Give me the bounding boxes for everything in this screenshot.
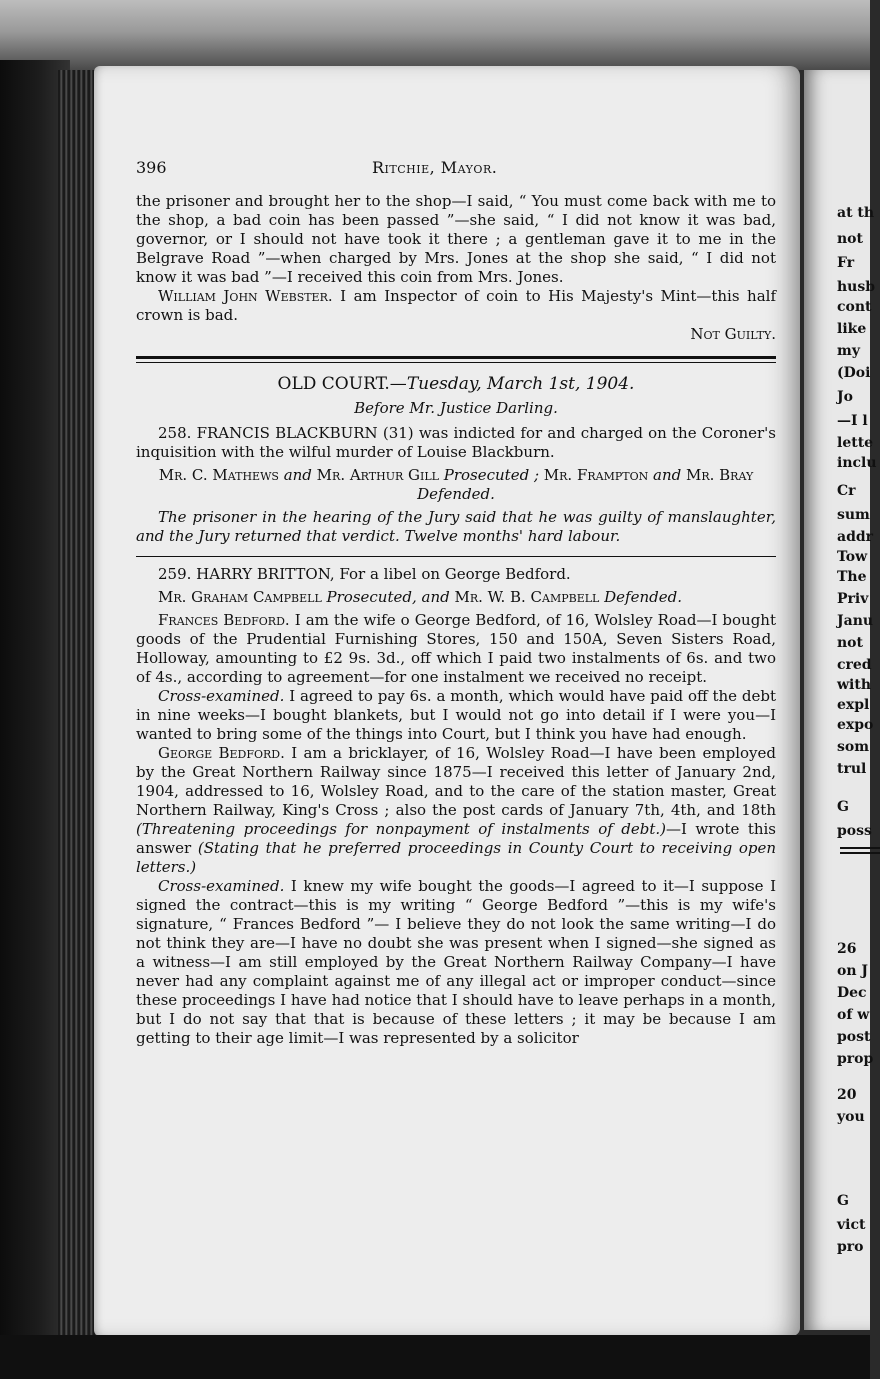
testimony-text: I agreed to pay 6s. a month, which would have paid off the debt in nine weeks—I bought blankets, but I would not go into detail if I were you—I wanted to bring some of the things into Court, but I think you have had enough. <box>136 687 776 743</box>
court-heading <box>136 373 776 395</box>
facing-page-fragment <box>804 70 877 1330</box>
facing-page-fragment-line: expo <box>837 717 874 733</box>
testimony-text: —I wrote this answer <box>136 820 777 857</box>
counsel-joiner: and <box>278 466 317 484</box>
facing-page-fragment-line: with <box>837 677 872 693</box>
facing-page-fragment-line: G <box>837 1193 849 1209</box>
counsel-name: Mr. Graham Campbell <box>158 588 322 606</box>
facing-page-fragment-line: not <box>837 635 863 651</box>
counsel-name: Mr. W. B. Campbell <box>454 588 600 606</box>
facing-page-fragment-line: sum <box>837 507 870 523</box>
facing-page-rule <box>840 847 880 849</box>
page-edges <box>58 70 98 1360</box>
frances-cross-examination <box>136 687 776 744</box>
facing-page-fragment-line: 20 <box>837 1087 857 1103</box>
facing-page-fragment-line: The <box>837 569 867 585</box>
facing-page-fragment-line: cont <box>837 299 872 315</box>
testimony-text: I knew my wife bought the goods—I agreed to it—I suppose I signed the contract—this is my writing “ George Bedford ”—this is my wife's signature, “ Frances Bedford ”— I believe they do not look the same writing—I do not think they are—I have no doubt she was present when I signed—she signed as a witness—I am still employed by the Great Northern Railway Company—I have never had any complaint against me of any illegal act or improper conduct—since these proceedings I have had notice that I should have to leave perhaps in a month, but I do not say that that is because of these letters ; it may be because I am getting to their age limit—I was represented by a solicitor <box>136 877 776 1047</box>
webster-testimony <box>136 287 776 325</box>
book-page <box>94 66 800 1336</box>
witness-name: William John Webster. <box>158 287 333 305</box>
editorial-note: (Threatening proceedings for nonpayment of instalments of debt.) <box>136 820 666 838</box>
counsel-name: Mr. C. Mathews <box>158 466 279 484</box>
witness-name: George Bedford. <box>158 744 285 762</box>
counsel-role: Prosecuted, and <box>321 588 455 606</box>
running-title: Ritchie, Mayor. <box>372 158 498 177</box>
verdict: Not Guilty. <box>690 325 776 343</box>
facing-page-fragment-line: like <box>837 321 867 337</box>
testimony-text: I am the wife o George Bedford, of 16, Wolsley Road—I bought goods of the Prudential Furnishing Stores, 150 and 150A, Seven Sisters Road, Holloway, amounting to £2 9s. 3d., off which I paid two instalments of 6s. and two of 4s., according to agreement—for one instalment we received no receipt. <box>136 611 777 686</box>
section-divider <box>136 556 776 557</box>
facing-page-fragment-line: not <box>837 231 863 247</box>
facing-page-fragment-line: G <box>837 799 849 815</box>
george-testimony <box>136 744 776 877</box>
facing-page-fragment-line: at th <box>837 205 875 221</box>
facing-page-fragment-line: trul <box>837 761 867 777</box>
testimony-text: I am a bricklayer, of 16, Wolsley Road—I have been employed by the Great Northern Railway since 1875—I received this letter of January 2nd, 1904, addressed to 16, Wolsley Road, and to the care of the station master, Great Northern Railway, King's Cross ; also the post cards of January 7th, 4th, and 18th <box>136 744 776 819</box>
facing-page-fragment-line: (Doi <box>837 365 871 381</box>
editorial-note: (Stating that he preferred proceedings in County Court to receiving open letters.) <box>136 839 776 876</box>
paragraph: the prisoner and brought her to the shop—I said, “ You must come back with me to the shop, a bad coin has been passed ”—she said, “ I did not know it was bad, governor, or I should not have took it there ; a gentleman gave it to me in the Belgrave Road ”—when charged by Mrs. Jones at the shop she said, “ I did not know it was bad ”—I received this coin from Mrs. Jones. <box>136 192 776 286</box>
facing-page-fragment-line: Jo <box>837 389 853 405</box>
facing-page-fragment-line: you <box>837 1109 865 1125</box>
scan-top-margin <box>0 0 870 70</box>
frances-testimony <box>136 611 776 687</box>
facing-page-fragment-line: 26 <box>837 941 857 957</box>
facing-page-fragment-line: my <box>837 343 860 359</box>
judge-line: Before Mr. Justice Darling. <box>354 399 558 417</box>
facing-page-fragment-line: Cr <box>837 483 856 499</box>
facing-page-fragment-line: poss <box>837 823 872 839</box>
facing-page-fragment-line: cred <box>837 657 872 673</box>
counsel-name: Mr. Bray <box>685 466 754 484</box>
cross-examined-label: Cross-examined. <box>158 877 285 895</box>
witness-name: Frances Bedford. <box>158 611 290 629</box>
court-date: Tuesday, March 1st, 1904. <box>406 374 635 394</box>
scan-bottom-margin <box>0 1335 870 1379</box>
facing-page-fragment-line: prop <box>837 1051 874 1067</box>
testimony-text: I am Inspector of coin to His Majesty's Mint—this half crown is bad. <box>136 287 776 324</box>
facing-page-fragment-line: Janu <box>837 613 874 629</box>
section-divider <box>136 356 776 363</box>
verdict-line <box>136 325 776 344</box>
facing-page-fragment-line: pro <box>837 1239 864 1255</box>
facing-page-fragment-line: Priv <box>837 591 869 607</box>
counsel-joiner: and <box>648 466 686 484</box>
running-head <box>136 158 776 182</box>
facing-page-fragment-line: expl <box>837 697 870 713</box>
facing-page-fragment-line: on J <box>837 963 869 979</box>
counsel-role: Defended. <box>417 485 495 503</box>
case-258-heading: 258. FRANCIS BLACKBURN (31) was indicted for and charged on the Coroner's inquisition with the wilful murder of Louise Blackburn. <box>136 424 776 461</box>
george-cross-examination <box>136 877 776 1048</box>
facing-page-fragment-line: husb <box>837 279 876 295</box>
counsel-role: Defended. <box>599 588 682 606</box>
facing-page-fragment-line: addr <box>837 529 874 545</box>
counsel-name: Mr. Frampton <box>543 466 649 484</box>
page-number: 396 <box>136 158 167 177</box>
case-259-counsel <box>136 588 776 607</box>
facing-page-fragment-line: of w <box>837 1007 870 1023</box>
facing-page-fragment-line: som <box>837 739 870 755</box>
case-259-heading: 259. HARRY BRITTON, For a libel on George Bedford. <box>158 565 571 583</box>
counsel-name: Mr. Arthur Gill <box>316 466 439 484</box>
facing-page-fragment-line: Fr <box>837 255 855 271</box>
case-258-outcome: The prisoner in the hearing of the Jury said that he was guilty of manslaughter, and the Jury returned that verdict. Twelve months' hard labour. <box>136 508 776 545</box>
page-content <box>136 158 776 1048</box>
facing-page-fragment-line: vict <box>837 1217 866 1233</box>
facing-page-rule <box>840 852 880 854</box>
facing-page-fragment-line: Dec <box>837 985 867 1001</box>
facing-page-fragment-line: —I l <box>837 413 868 429</box>
case-258-counsel <box>136 466 776 504</box>
facing-page-fragment-line: post <box>837 1029 871 1045</box>
cross-examined-label: Cross-examined. <box>158 687 285 705</box>
counsel-role: Prosecuted ; <box>438 466 544 484</box>
facing-page-fragment-line: lette <box>837 435 874 451</box>
court-name: OLD COURT.— <box>277 374 407 394</box>
facing-page-fragment-line: inclu <box>837 455 877 471</box>
facing-page-fragment-line: Tow <box>837 549 868 565</box>
